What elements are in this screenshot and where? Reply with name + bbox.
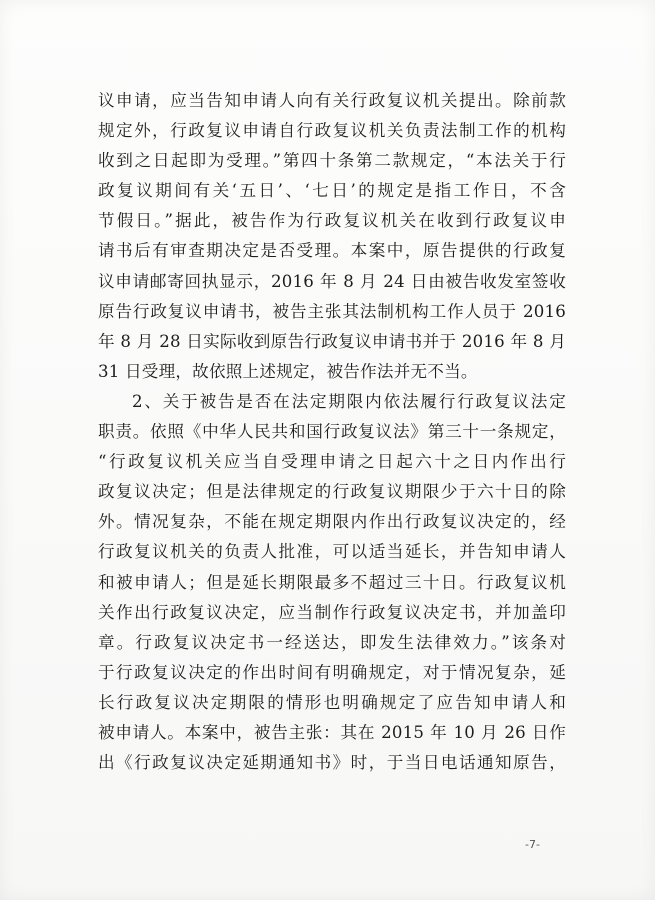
- text-line: 章。行政复议决定书一经送达，即发生法律效力。”该条对: [98, 632, 566, 652]
- page-number: -7-: [525, 838, 540, 851]
- text-line: 31 日受理，故依照上述规定，被告作法并无不当。: [98, 361, 478, 381]
- text-line: 和被申请人；但是延长期限最多不超过三十日。行政复议机: [98, 572, 566, 592]
- text-line: 原告行政复议申请书，被告主张其法制机构工作人员于 2016: [98, 301, 566, 321]
- text-line: 请书后有审查期决定是否受理。本案中，原告提供的行政复: [98, 241, 566, 261]
- text-line: 长行政复议决定期限的情形也明确规定了应告知申请人和: [98, 692, 566, 712]
- text-line: 行政复议机关的负责人批准，可以适当延长，并告知申请人: [98, 542, 566, 562]
- text-line: 政复议决定；但是法律规定的行政复议期限少于六十日的除: [98, 482, 566, 502]
- text-line: 被申请人。本案中，被告主张：其在 2015 年 10 月 26 日作: [98, 722, 566, 742]
- document-body: [98, 86, 566, 778]
- paragraph-start-line: 2、关于被告是否在法定期限内依法履行行政复议法定: [132, 391, 566, 411]
- text-line: 规定外，行政复议申请自行政复议机关负责法制工作的机构: [98, 121, 566, 141]
- text-line: 年 8 月 28 日实际收到原告行政复议申请书并于 2016 年 8 月: [98, 331, 566, 351]
- text-line: 政复议期间有关‘五日’、‘七日’的规定是指工作日，不含: [98, 181, 566, 201]
- text-line: 关作出行政复议决定，应当制作行政复议决定书，并加盖印: [98, 602, 566, 622]
- text-line: “行政复议机关应当自受理申请之日起六十之日内作出行: [98, 452, 566, 472]
- text-line: 议申请邮寄回执显示，2016 年 8 月 24 日由被告收发室签收: [98, 271, 566, 291]
- text-line: 于行政复议决定的作出时间有明确规定，对于情况复杂，延: [98, 662, 566, 682]
- text-line: 出《行政复议决定延期通知书》时，于当日电话通知原告，: [98, 753, 566, 773]
- text-line: 收到之日起即为受理。”第四十条第二款规定，“本法关于行: [98, 151, 566, 171]
- text-line: 外。情况复杂，不能在规定期限内作出行政复议决定的，经: [98, 512, 566, 532]
- text-line: 职责。依照《中华人民共和国行政复议法》第三十一条规定，: [98, 422, 566, 442]
- text-line: 节假日。”据此，被告作为行政复议机关在收到行政复议申: [98, 211, 566, 231]
- text-line: 议申请，应当告知申请人向有关行政复议机关提出。除前款: [98, 91, 566, 110]
